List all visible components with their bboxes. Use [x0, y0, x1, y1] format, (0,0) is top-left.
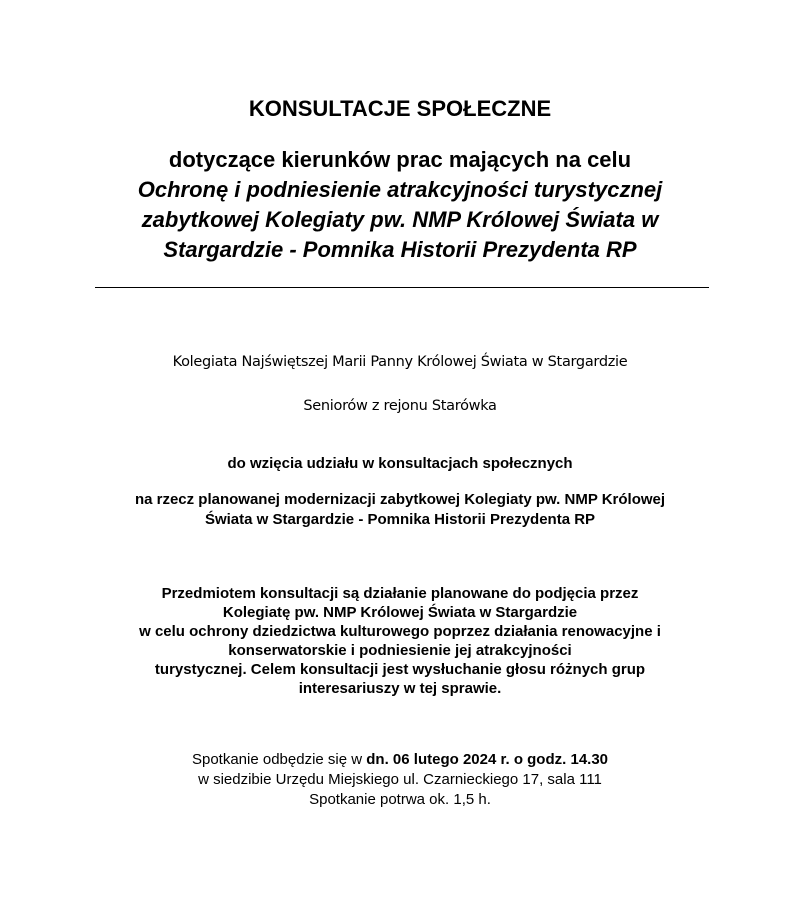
subject-line-4: konserwatorskie i podniesienie jej atrakcyjności: [228, 642, 572, 659]
audience-text: Seniorów z rejonu Starówka: [303, 398, 497, 414]
subject-line-5: turystycznej. Celem konsultacji jest wysłuchanie głosu różnych grup: [154, 661, 646, 678]
meeting-datetime-line: [0, 750, 800, 770]
purpose-line-2: Świata w Stargardzie - Pomnika Historii Prezydenta RP: [204, 511, 596, 528]
meeting-intro: Spotkanie odbędzie się w: [191, 751, 367, 768]
horizontal-divider: [95, 287, 709, 288]
subject-line-3: w celu ochrony dziedzictwa kulturowego poprzez działania renowacyjne i: [139, 623, 661, 640]
subtitle-line-1: dotyczące kierunków prac mających na celu: [168, 147, 632, 172]
invitation-text: do wzięcia udziału w konsultacjach społecznych: [227, 455, 573, 472]
subtitle-line-3: zabytkowej Kolegiaty pw. NMP Królowej Świata w: [141, 207, 659, 232]
subject-line-6: interesariuszy w tej sprawie.: [298, 680, 502, 697]
meeting-duration: Spotkanie potrwa ok. 1,5 h.: [309, 791, 491, 808]
meeting-location: w siedzibie Urzędu Miejskiego ul. Czarnieckiego 17, sala 111: [198, 771, 602, 788]
subject-line-2: Kolegiatę pw. NMP Królowej Świata w Stargardzie: [222, 604, 578, 621]
subject-line-1: Przedmiotem konsultacji są działanie planowane do podjęcia przez: [161, 585, 639, 602]
meeting-datetime: dn. 06 lutego 2024 r. o godz. 14.30: [366, 751, 609, 768]
subtitle-line-2: Ochronę i podniesienie atrakcyjności turystycznej: [137, 177, 663, 202]
document-title: KONSULTACJE SPOŁECZNE: [248, 96, 552, 121]
subtitle-line-4: Stargardzie - Pomnika Historii Prezydenta RP: [163, 237, 637, 262]
purpose-line-1: na rzecz planowanej modernizacji zabytkowej Kolegiaty pw. NMP Królowej: [134, 491, 666, 508]
institution-name: Kolegiata Najświętszej Marii Panny Królowej Świata w Stargardzie: [172, 354, 628, 370]
